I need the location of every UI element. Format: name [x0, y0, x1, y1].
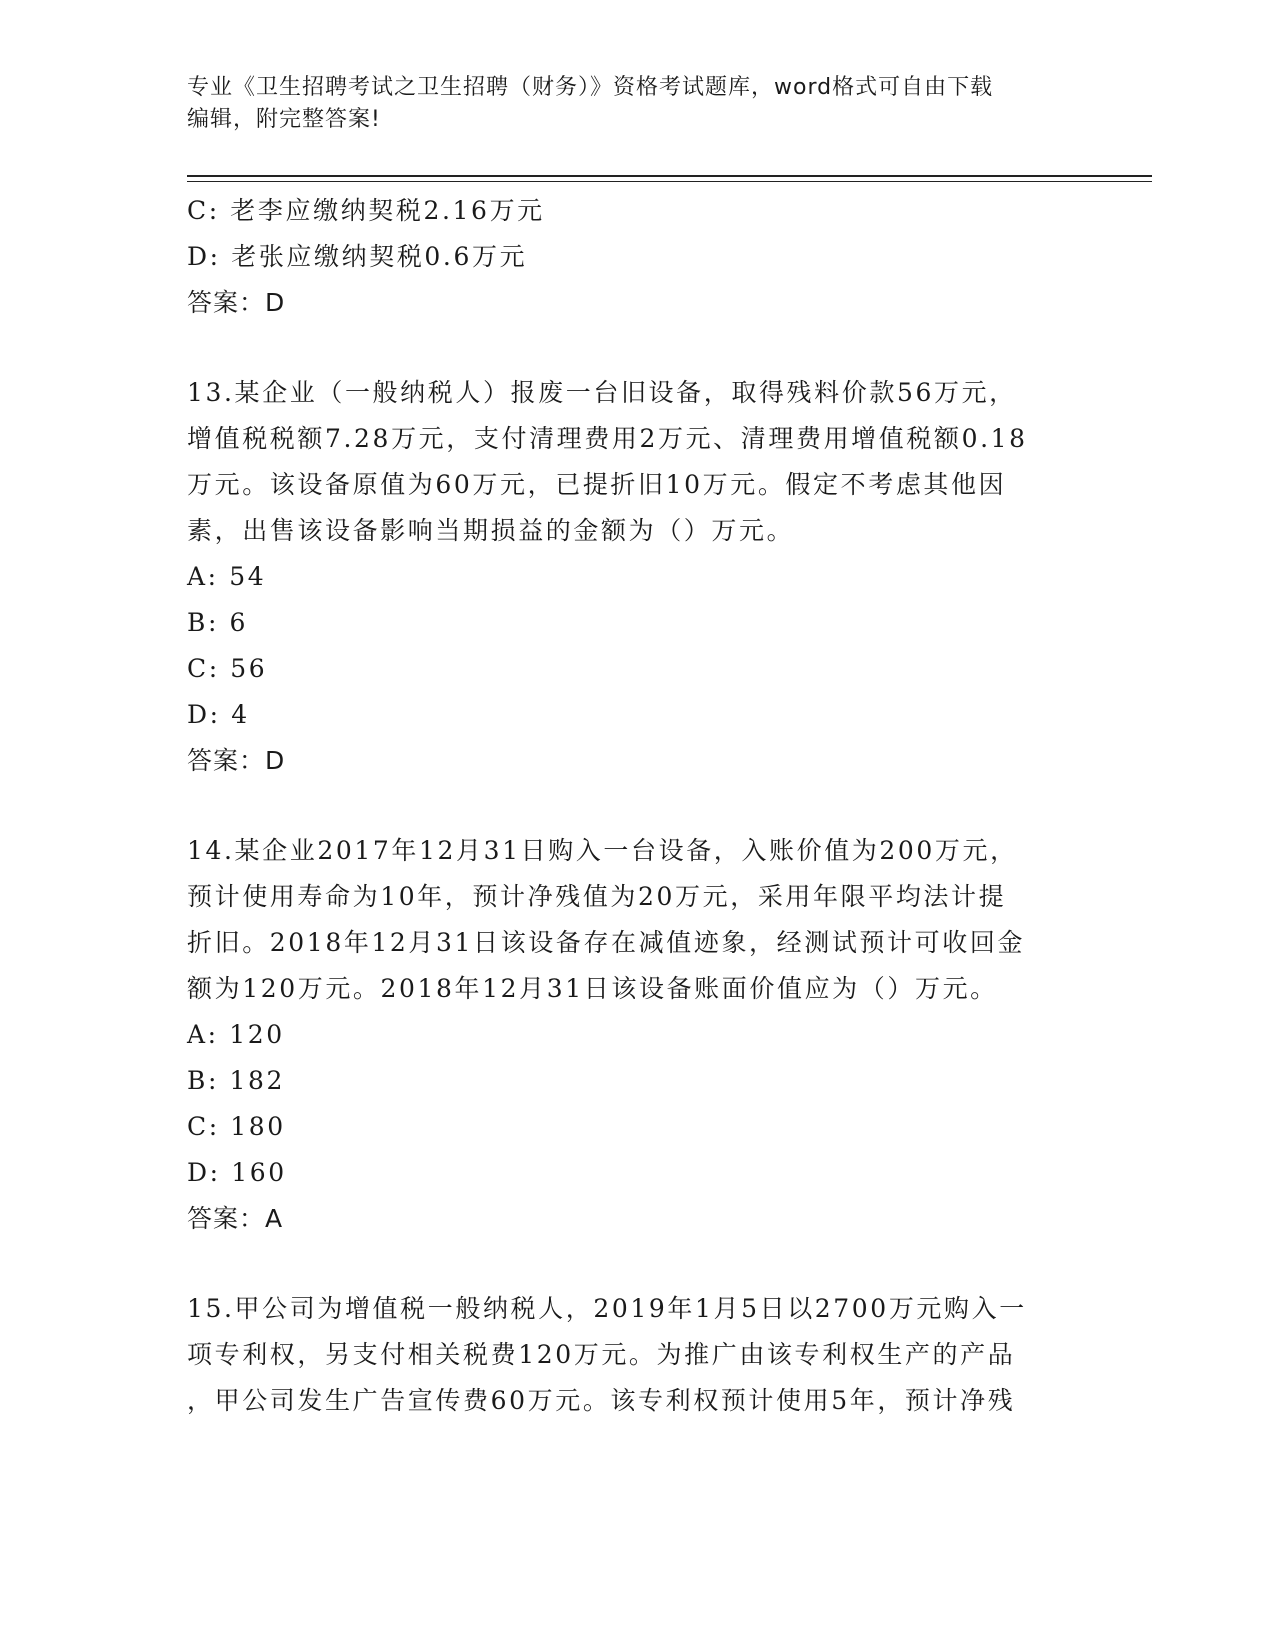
option-b: B: 182 — [187, 1066, 286, 1095]
option-b: B: 6 — [187, 608, 249, 637]
question-15 — [187, 1286, 1087, 1424]
option-c: C: 老李应缴纳契税2.16万元 — [187, 196, 545, 225]
question-13 — [187, 370, 1087, 784]
answer-line: 答案：D — [187, 288, 286, 317]
question-text-line: 折旧。2018年12月31日该设备存在减值迹象，经测试预计可收回金 — [187, 928, 1026, 957]
question-text-line: 额为120万元。2018年12月31日该设备账面价值应为（）万元。 — [187, 974, 998, 1003]
answer-line: 答案：D — [187, 746, 286, 775]
question-text-line: 15.甲公司为增值税一般纳税人，2019年1月5日以2700万元购入一 — [187, 1294, 1027, 1323]
question-text-line: 增值税税额7.28万元，支付清理费用2万元、清理费用增值税额0.18 — [187, 424, 1028, 453]
option-a: A: 54 — [187, 562, 267, 591]
question-text-line: ，甲公司发生广告宣传费60万元。该专利权预计使用5年，预计净残 — [187, 1386, 1016, 1415]
answer-line: 答案：A — [187, 1204, 284, 1233]
question-text-line: 预计使用寿命为10年，预计净残值为20万元，采用年限平均法计提 — [187, 882, 1007, 911]
question-text-line: 13.某企业（一般纳税人）报废一台旧设备，取得残料价款56万元， — [187, 378, 1017, 407]
option-a: A: 120 — [187, 1020, 285, 1049]
document-header — [187, 72, 1067, 136]
header-line-2: 编辑，附完整答案! — [187, 107, 381, 132]
question-text-line: 14.某企业2017年12月31日购入一台设备，入账价值为200万元， — [187, 836, 1018, 865]
question-text-line: 素，出售该设备影响当期损益的金额为（）万元。 — [187, 516, 795, 545]
question-text-line: 万元。该设备原值为60万元，已提折旧10万元。假定不考虑其他因 — [187, 470, 1007, 499]
option-d: D: 160 — [187, 1158, 287, 1187]
option-c: C: 56 — [187, 654, 268, 683]
option-d: D: 老张应缴纳契税0.6万元 — [187, 242, 528, 271]
option-d: D: 4 — [187, 700, 250, 729]
question-text-line: 项专利权，另支付相关税费120万元。为推广由该专利权生产的产品 — [187, 1340, 1016, 1369]
header-line-1: 专业《卫生招聘考试之卫生招聘（财务）》资格考试题库，word格式可自由下载 — [187, 75, 994, 100]
previous-question-tail — [187, 188, 1087, 326]
question-content — [187, 188, 1087, 1424]
header-divider-thin — [187, 181, 1152, 182]
header-divider-thick — [187, 175, 1152, 177]
question-14 — [187, 828, 1087, 1242]
option-c: C: 180 — [187, 1112, 286, 1141]
